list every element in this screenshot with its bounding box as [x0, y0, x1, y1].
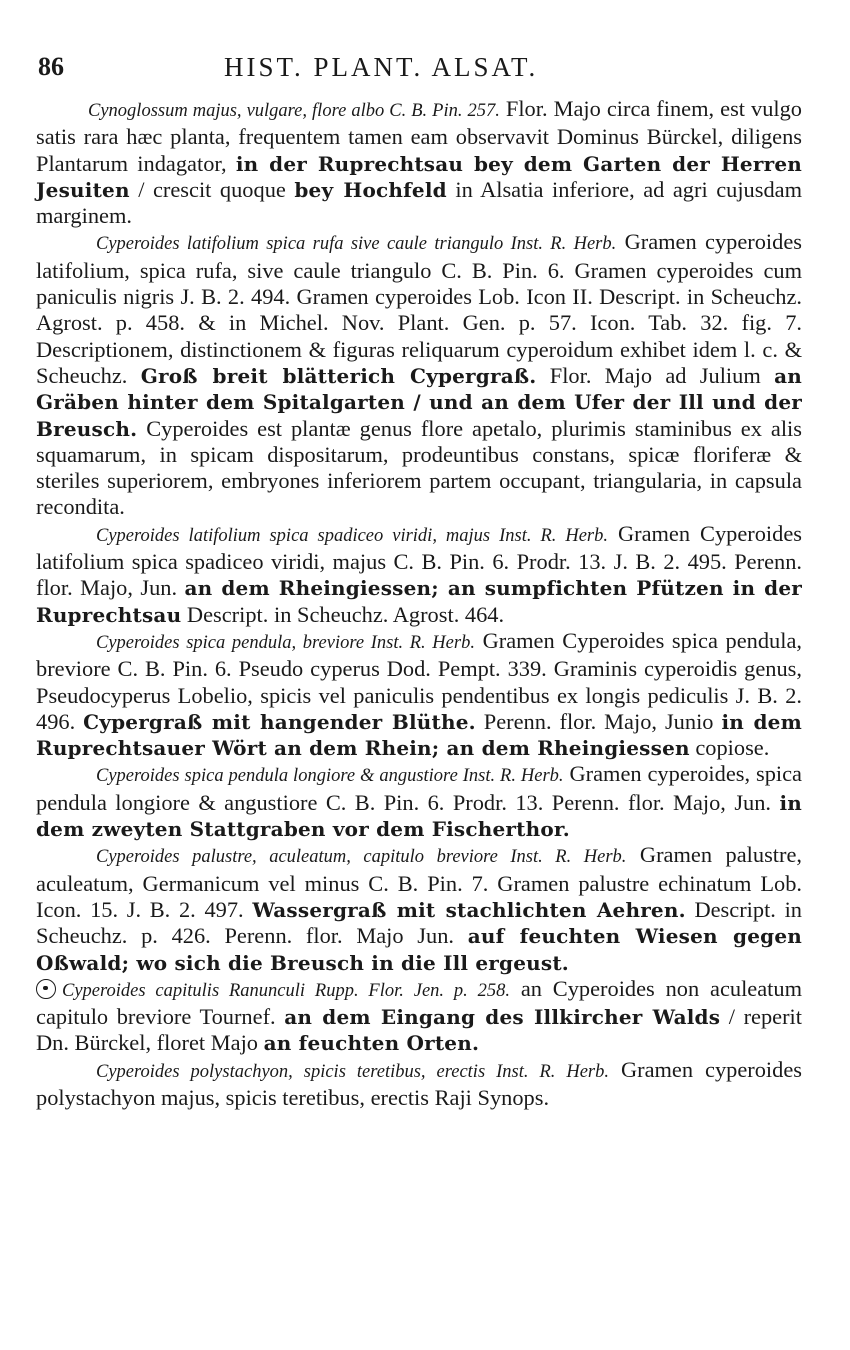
lemma: Cyperoides latifolium spica rufa sive caule triangulo Inst. R. Herb. — [96, 234, 617, 255]
german-text: auf feuchten Wiesen gegen Oßwald; wo sich die Breusch in die Ill ergeust. — [36, 924, 803, 975]
german-text: in dem Ruprechtsauer Wört an dem Rhein; an dem Rheingiessen — [36, 709, 802, 761]
german-text: Groß breit blätterich Cypergraß. — [140, 363, 537, 388]
german-text: an dem Rheingiessen; an sumpfichten Pfützen in der Ruprechtsau — [36, 576, 803, 627]
latin-text: Flor. Majo circa finem, est vulgo satis rara hæc planta, frequentem tamen eam observavit Dominus Bürckel, diligens Plantarum indagator, — [36, 96, 803, 176]
entry-cyperoides-ranunculi — [36, 976, 802, 1057]
latin-text: Gramen cyperoides latifolium, spica rufa, sive caule triangulo C. B. Pin. 6. Gramen cyperoides cum paniculis nigris J. B. 2. 494. Gramen cyperoides Lob. Icon II. Descript. in Scheuchz. Agrost. p. 458. & in Michel. Nov. Plant. Gen. p. 57. Icon. Tab. 32. fig. 7. Descriptionem, distinctionem & figuras reliquarum cyperoidum exhibet idem l. c. & Scheuchz. — [36, 229, 803, 388]
running-title: HIST. PLANT. ALSAT. — [224, 52, 539, 82]
entry-cyperoides-spica-rufa — [36, 229, 802, 520]
circled-dot-icon — [36, 979, 56, 999]
latin-text: an Cyperoides non aculeatum capitulo breviore Tournef. — [36, 975, 803, 1030]
german-text: an Gräben hinter dem Spitalgarten / und an dem Ufer der Ill und der Breusch. — [36, 363, 802, 441]
latin-text: in Alsatia inferiore, ad agri cujusdam marginem. — [36, 176, 803, 229]
lemma: Cyperoides spica pendula, breviore Inst. R. Herb. — [96, 632, 475, 653]
latin-text: Gramen cyperoides, spica pendula longiore & angustiore C. B. Pin. 6. Prodr. 13. Perenn. flor. Majo, Jun. — [36, 761, 802, 815]
latin-text: Gramen Cyperoides spica pendula, breviore C. B. Pin. 6. Pseudo cyperus Dod. Pempt. 339. Graminis cyperoidis genus, Pseudocyperus Lobelio, spicis vel paniculis pendentibus ex longis pediculis J. B. 2. 496. — [36, 627, 802, 734]
german-text: in der Ruprechtsau bey dem Garten der Herren Jesuiten — [36, 151, 802, 202]
german-text: Cypergraß mit hangender Blüthe. — [83, 709, 476, 734]
german-text: an dem Eingang des Illkircher Walds — [284, 1005, 721, 1030]
latin-text: Gramen cyperoides polystachyon majus, spicis teretibus, erectis Raji Synops. — [36, 1056, 802, 1110]
entry-cynoglossum — [36, 96, 802, 229]
entry-cyperoides-pendula-longiore — [36, 761, 802, 842]
latin-text: Flor. Majo ad Julium — [536, 362, 775, 388]
latin-text: / crescit quoque — [129, 176, 295, 202]
page-header — [38, 52, 800, 88]
lemma: Cyperoides latifolium spica spadiceo viridi, majus Inst. R. Herb. — [96, 525, 608, 546]
entry-cyperoides-pendula-breviore — [36, 628, 802, 761]
german-text: an feuchten Orten. — [263, 1031, 480, 1056]
lemma: Cyperoides capitulis Ranunculi Rupp. Flor. Jen. p. 258. — [62, 980, 510, 1001]
lemma: Cyperoides spica pendula longiore & angustiore Inst. R. Herb. — [96, 766, 564, 787]
latin-text: Descript. in Scheuchz. p. 426. Perenn. flor. Majo Jun. — [36, 896, 803, 949]
page-number: 86 — [38, 52, 64, 81]
german-text: bey Hochfeld — [294, 177, 447, 202]
entry-cyperoides-spadiceo — [36, 521, 802, 628]
lemma: Cyperoides palustre, aculeatum, capitulo breviore Inst. R. Herb. — [96, 847, 627, 868]
latin-text: Gramen Cyperoides latifolium spica spadiceo viridi, majus C. B. Pin. 6. Prodr. 13. J. B. 2. 495. Perenn. flor. Majo, Jun. — [36, 520, 802, 601]
latin-text: Cyperoides est plantæ genus flore apetalo, plurimis staminibus ex alis squamarum, in spicam dispositarum, prodeuntibus constans, spicæ floriferæ & steriles superiorem, embryones inferiorem partem occupant, triangularia, in capsula recondita. — [36, 415, 802, 520]
german-text: Wassergraß mit stachlichten Aehren. — [252, 897, 686, 922]
body-text — [36, 96, 802, 1236]
latin-text: / reperit Dn. Bürckel, floret Majo — [36, 1004, 802, 1056]
latin-text: copiose. — [689, 735, 770, 761]
entry-cyperoides-palustre — [36, 842, 802, 975]
entry-cyperoides-polystachyon — [36, 1057, 802, 1112]
lemma: Cyperoides polystachyon, spicis teretibus, erectis Inst. R. Herb. — [96, 1061, 609, 1082]
german-text: in dem zweyten Stattgraben vor dem Fischerthor. — [36, 790, 802, 842]
latin-text: Gramen palustre, aculeatum, Germanicum vel minus C. B. Pin. 7. Gramen palustre echinatum Lob. Icon. 15. J. B. 2. 497. — [36, 842, 802, 922]
latin-text: Perenn. flor. Majo, Junio — [475, 708, 722, 734]
latin-text: Descript. in Scheuchz. Agrost. 464. — [181, 601, 505, 627]
lemma: Cynoglossum majus, vulgare, flore albo C. B. Pin. 257. — [88, 101, 500, 121]
